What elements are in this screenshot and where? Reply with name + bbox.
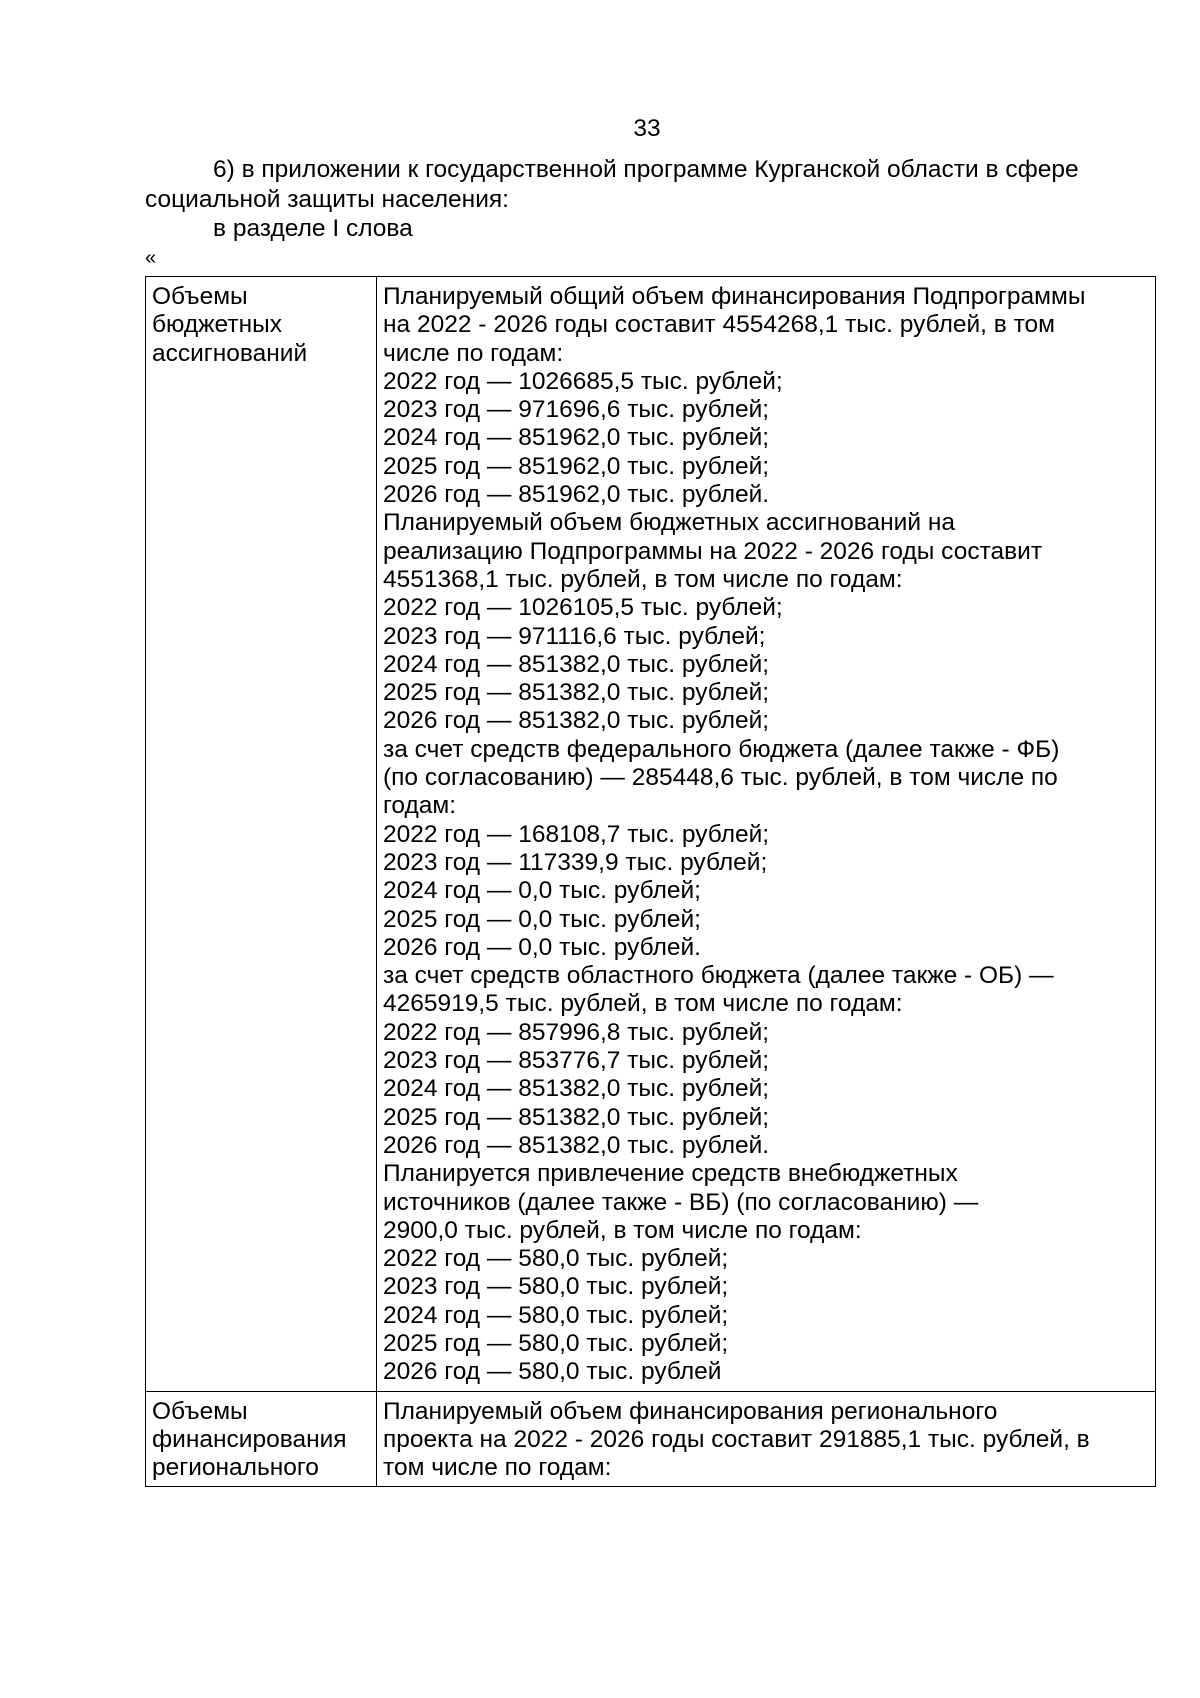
row-content-line: Планируется привлечение средств внебюджетных xyxy=(383,1160,958,1188)
row-content-line: 2025 год — 851962,0 тыс. рублей; xyxy=(383,452,770,480)
row-content-line: Планируемый объем финансирования регионального xyxy=(383,1397,998,1425)
row-label-line: Объемы xyxy=(152,1397,248,1425)
row-content-line: 2023 год — 117339,9 тыс. рублей; xyxy=(383,848,768,876)
row-content-line: 4551368,1 тыс. рублей, в том числе по годам: xyxy=(383,565,903,593)
row-content-line: 2023 год — 853776,7 тыс. рублей; xyxy=(383,1047,770,1075)
intro-paragraph xyxy=(145,155,1155,244)
row-content-line: 2026 год — 851382,0 тыс. рублей. xyxy=(383,1131,770,1159)
row-content-line: 2024 год — 851962,0 тыс. рублей; xyxy=(383,424,770,452)
row-content-line: годам: xyxy=(383,792,457,820)
row-content-line: 2026 год — 0,0 тыс. рублей. xyxy=(383,933,701,961)
row-content-line: 2025 год — 851382,0 тыс. рублей; xyxy=(383,1103,770,1131)
row-content-line: 2024 год — 0,0 тыс. рублей; xyxy=(383,877,701,905)
row-label-line: финансирования xyxy=(152,1425,347,1453)
intro-line: социальной защиты населения: xyxy=(145,185,509,213)
row-content-line: 4265919,5 тыс. рублей, в том числе по годам: xyxy=(383,990,903,1018)
budget-table xyxy=(145,276,1156,1487)
row-label-line: Объемы xyxy=(152,283,248,310)
row-content-line: том числе по годам: xyxy=(383,1454,612,1482)
row-content-cell xyxy=(377,277,1156,1392)
row-content-line: 2026 год — 580,0 тыс. рублей xyxy=(383,1358,722,1386)
row-content-line: 2025 год — 0,0 тыс. рублей; xyxy=(383,905,701,933)
row-content-line: 2026 год — 851382,0 тыс. рублей; xyxy=(383,707,770,735)
row-content-line: 2024 год — 580,0 тыс. рублей; xyxy=(383,1301,729,1329)
row-content-line: 2022 год — 168108,7 тыс. рублей; xyxy=(383,820,770,848)
row-content-line: 2022 год — 1026685,5 тыс. рублей; xyxy=(383,367,783,395)
row-content-line: проекта на 2022 - 2026 годы составит 291885,1 тыс. рублей, в xyxy=(383,1425,1090,1453)
row-content-line: 2025 год — 851382,0 тыс. рублей; xyxy=(383,679,770,707)
row-label-line: бюджетных xyxy=(152,311,282,339)
row-content-line: 2025 год — 580,0 тыс. рублей; xyxy=(383,1329,729,1357)
row-content-line: 2023 год — 971696,6 тыс. рублей; xyxy=(383,396,770,424)
row-content-line: источников (далее также - ВБ) (по согласованию) — xyxy=(383,1188,979,1216)
page-number: 33 xyxy=(633,115,661,142)
row-content-line: реализацию Подпрограммы на 2022 - 2026 годы составит xyxy=(383,537,1043,565)
row-content-line: 2024 год — 851382,0 тыс. рублей; xyxy=(383,650,770,678)
row-content-line: 2022 год — 1026105,5 тыс. рублей; xyxy=(383,594,783,622)
row-content-line: за счет средств федерального бюджета (далее также - ФБ) xyxy=(383,735,1060,763)
budget-table-body xyxy=(146,277,1156,1487)
row-content-line: Планируемый объем бюджетных ассигнований на xyxy=(383,509,955,537)
row-content-line: за счет средств областного бюджета (далее также - ОБ) — xyxy=(383,962,1054,990)
row-content-line: 2024 год — 851382,0 тыс. рублей; xyxy=(383,1075,770,1103)
row-label-cell xyxy=(146,277,377,1392)
row-content-cell xyxy=(377,1391,1156,1487)
row-content-line: 2026 год — 851962,0 тыс. рублей. xyxy=(383,481,770,509)
row-content-line: 2022 год — 580,0 тыс. рублей; xyxy=(383,1245,729,1273)
row-content-line: на 2022 - 2026 годы составит 4554268,1 тыс. рублей, в том xyxy=(383,311,1056,339)
intro-line: в разделе I слова xyxy=(213,215,413,242)
table-row xyxy=(146,1391,1156,1487)
row-content-line: числе по годам: xyxy=(383,339,564,367)
row-label-cell xyxy=(146,1391,377,1487)
row-content-line: 2900,0 тыс. рублей, в том числе по годам: xyxy=(383,1216,862,1244)
row-content-line: (по согласованию) — 285448,6 тыс. рублей, в том числе по xyxy=(383,764,1058,792)
row-content-line: 2023 год — 971116,6 тыс. рублей; xyxy=(383,622,766,650)
row-content-line: 2022 год — 857996,8 тыс. рублей; xyxy=(383,1018,770,1046)
row-content-line: Планируемый общий объем финансирования Подпрограммы xyxy=(383,283,1086,310)
intro-line: 6) в приложении к государственной программе Курганской области в сфере xyxy=(213,156,1079,183)
row-label-line: ассигнований xyxy=(152,339,308,367)
row-content-line: 2023 год — 580,0 тыс. рублей; xyxy=(383,1273,729,1301)
table-row xyxy=(146,277,1156,1392)
opening-quote-mark: « xyxy=(145,247,157,269)
row-label-line: регионального xyxy=(152,1454,319,1482)
